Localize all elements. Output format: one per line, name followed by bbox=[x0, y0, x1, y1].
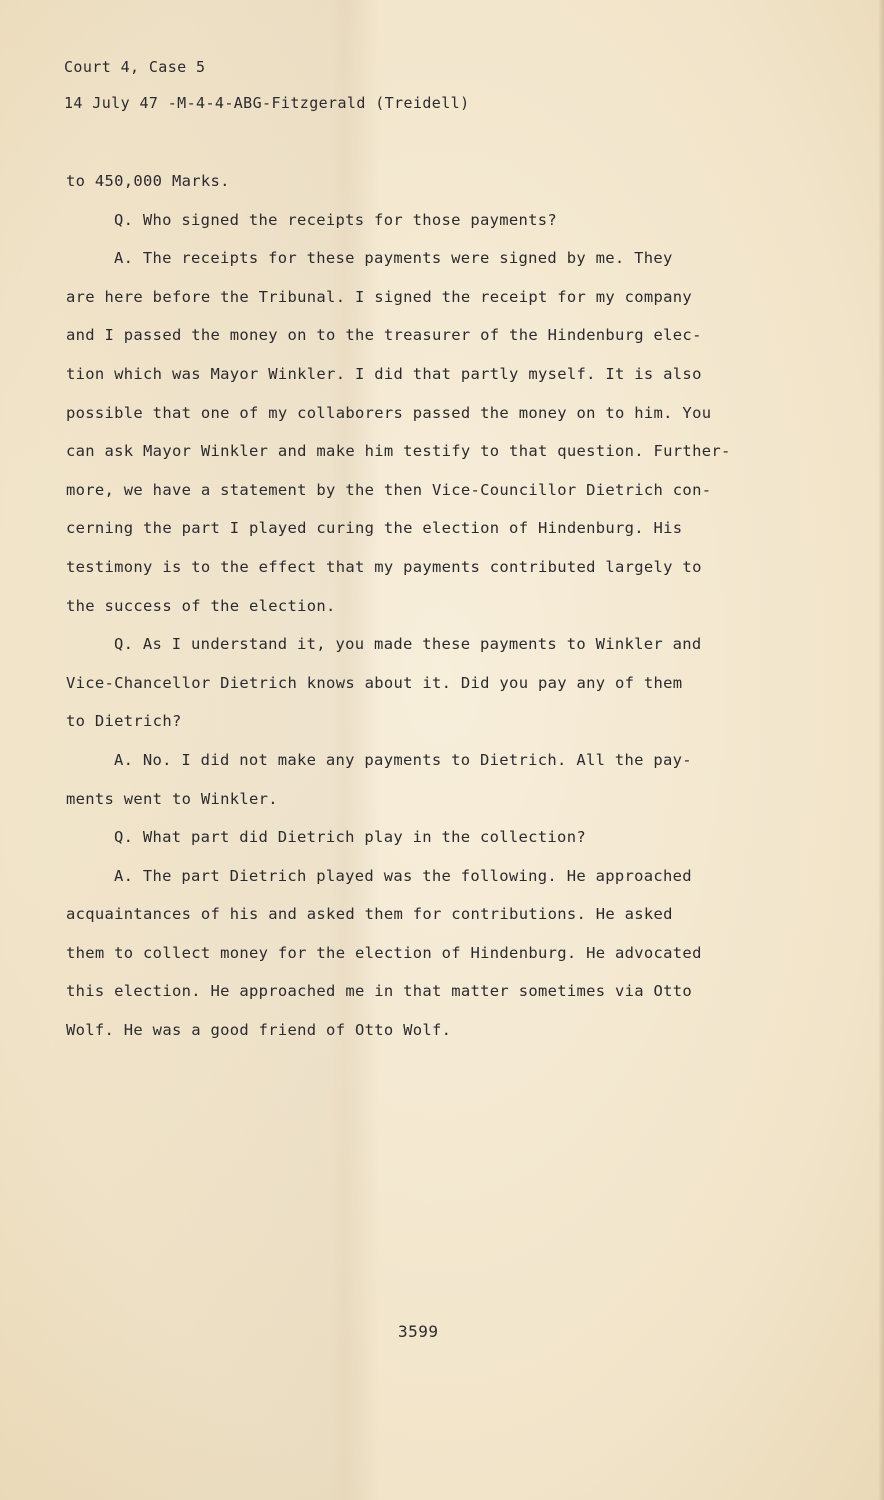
page-number: 3599 bbox=[398, 1322, 439, 1341]
testimony-line: Q. What part did Dietrich play in the collection? bbox=[114, 828, 586, 847]
testimony-line: A. No. I did not make any payments to Dietrich. All the pay- bbox=[114, 750, 692, 769]
testimony-line: to 450,000 Marks. bbox=[66, 172, 230, 190]
testimony-line: more, we have a statement by the then Vice-Councillor Dietrich con- bbox=[66, 480, 712, 499]
testimony-line: Vice-Chancellor Dietrich knows about it. Did you pay any of them bbox=[66, 673, 683, 692]
testimony-line: the success of the election. bbox=[66, 596, 336, 615]
testimony-line: Wolf. He was a good friend of Otto Wolf. bbox=[66, 1021, 452, 1040]
testimony-line: testimony is to the effect that my payments contributed largely to bbox=[66, 557, 702, 576]
testimony-line: A. The receipts for these payments were signed by me. They bbox=[114, 249, 673, 268]
testimony-line: them to collect money for the election of Hindenburg. He advocated bbox=[66, 943, 702, 962]
testimony-line: Q. Who signed the receipts for those payments? bbox=[114, 210, 558, 229]
testimony-line: this election. He approached me in that matter sometimes via Otto bbox=[66, 982, 693, 1001]
testimony-line: tion which was Mayor Winkler. I did that partly myself. It is also bbox=[66, 364, 702, 383]
testimony-line: are here before the Tribunal. I signed the receipt for my company bbox=[66, 287, 693, 306]
court-case-header: Court 4, Case 5 bbox=[64, 58, 206, 76]
session-reference-header: 14 July 47 -M-4-4-ABG-Fitzgerald (Treidell) bbox=[64, 94, 470, 112]
testimony-line: possible that one of my collaborers passed the money on to him. You bbox=[66, 403, 712, 422]
testimony-line: acquaintances of his and asked them for contributions. He asked bbox=[66, 905, 673, 924]
testimony-body bbox=[66, 162, 742, 1050]
testimony-line: Q. As I understand it, you made these payments to Winkler and bbox=[114, 635, 702, 654]
page-edge-shadow bbox=[878, 0, 884, 1500]
testimony-line: can ask Mayor Winkler and make him testify to that question. Further- bbox=[66, 442, 731, 461]
testimony-line: to Dietrich? bbox=[66, 712, 182, 731]
testimony-line: ments went to Winkler. bbox=[66, 789, 278, 808]
testimony-line: A. The part Dietrich played was the following. He approached bbox=[114, 866, 692, 885]
testimony-line: and I passed the money on to the treasurer of the Hindenburg elec- bbox=[66, 326, 702, 345]
testimony-line: cerning the part I played curing the election of Hindenburg. His bbox=[66, 519, 683, 538]
